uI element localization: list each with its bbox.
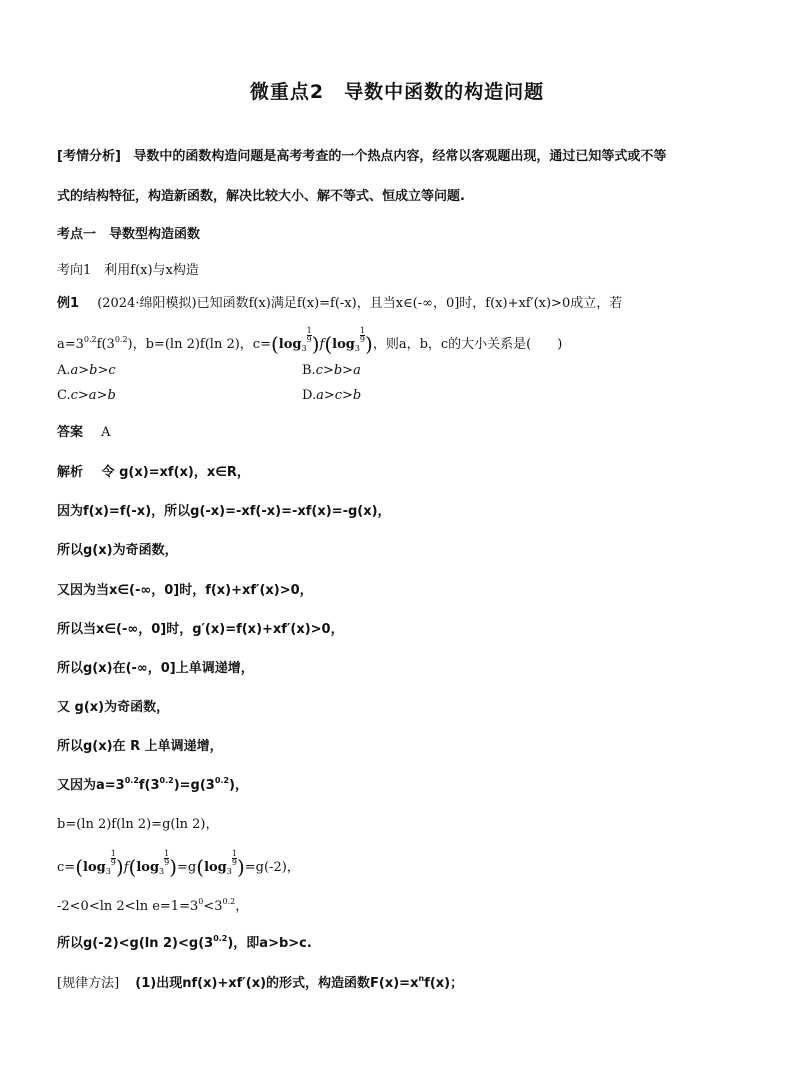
- log-base: 3: [159, 867, 165, 876]
- option-text: a>c>b: [316, 388, 362, 403]
- log-text: log: [83, 860, 106, 875]
- paren: (: [324, 332, 333, 356]
- frac-num: 1: [359, 326, 366, 335]
- answer-label: 答案: [57, 425, 84, 440]
- paren: (: [196, 855, 205, 879]
- paren: ): [169, 855, 178, 879]
- method-line: [57, 972, 463, 991]
- option-text: a>b>c: [70, 363, 116, 378]
- solution-line-6: 所以g(x)在(-∞，0]上单调递增，: [57, 661, 254, 676]
- example-line-2: [57, 327, 562, 356]
- paren: ): [311, 332, 320, 356]
- paren: ): [236, 855, 245, 879]
- expr: c=: [57, 860, 76, 875]
- example-source: (2024·绵阳模拟): [97, 296, 197, 311]
- option-label: C.: [57, 388, 71, 403]
- exp: 0.2: [222, 897, 236, 906]
- answer-line: [57, 421, 111, 440]
- page-title: 微重点2 导数中函数的构造问题: [249, 81, 545, 103]
- exp: 0: [198, 897, 204, 906]
- solution-line-4: 又因为当x∈(-∞，0]时，f(x)+xf′(x)>0，: [57, 583, 313, 598]
- exp: 0.2: [114, 335, 128, 344]
- solution-line-8: 所以g(x)在 R 上单调递增，: [57, 739, 223, 754]
- log-base: 3: [301, 344, 307, 353]
- expr: f(3: [138, 778, 160, 793]
- example-stem-1: 已知函数f(x)满足f(x)=f(-x)，且当x∈(-∞，0]时，f(x)+xf′(x)>0成立，若: [196, 296, 623, 311]
- method-text-end: f(x)；: [424, 976, 464, 991]
- expr-tail: ，则a，b，c的大小关系是( ): [372, 337, 563, 352]
- paren: (: [75, 855, 83, 879]
- frac-den: 9: [359, 335, 366, 344]
- exp: 0.2: [214, 776, 230, 785]
- expr: <3: [203, 899, 223, 914]
- method-tag: [规律方法]: [57, 976, 120, 991]
- paren: (: [270, 332, 279, 356]
- solution-line-3: 所以g(x)为奇函数，: [57, 543, 178, 558]
- log-base: 3: [226, 867, 232, 876]
- option-text: c>b>a: [315, 363, 361, 378]
- intro-tag: [考情分析]: [57, 149, 121, 164]
- frac-num: 1: [231, 849, 237, 858]
- expr: -2<0<ln 2<ln e=1=3: [57, 899, 199, 914]
- option-label: B.: [302, 363, 316, 378]
- option-d: [302, 388, 361, 403]
- log-text: log: [278, 337, 302, 352]
- expr: )，即a>b>c.: [227, 936, 312, 951]
- expr-a: a=3: [57, 337, 84, 352]
- paren: ): [365, 332, 373, 356]
- option-c: [57, 388, 116, 403]
- intro-line-2: 式的结构特征，构造新函数，解决比较大小、解不等式、恒成立等问题.: [57, 189, 465, 204]
- option-label: A.: [57, 363, 71, 378]
- log-base: 3: [105, 867, 111, 876]
- exp: 0.2: [213, 934, 228, 943]
- log-text: log: [136, 860, 160, 875]
- paren: (: [128, 855, 137, 879]
- log-text: log: [204, 860, 227, 875]
- solution-label: 解析: [57, 465, 84, 480]
- log-text: log: [332, 337, 355, 352]
- exp: 0.2: [124, 776, 139, 785]
- option-text: c>a>b: [70, 388, 116, 403]
- example-label: 例1: [57, 296, 80, 311]
- solution-line-11: [57, 850, 300, 879]
- option-label: D.: [302, 388, 317, 403]
- expr: =g: [177, 860, 197, 875]
- frac-den: 9: [110, 858, 116, 867]
- f-letter: f: [123, 860, 129, 875]
- comma: ，: [235, 899, 249, 914]
- expr: =g(-2)，: [244, 860, 300, 875]
- expr: 又因为a=3: [57, 778, 125, 793]
- method-text: (1)出现nf(x)+xf′(x)的形式，构造函数F(x)=x: [135, 976, 419, 991]
- frac-num: 1: [164, 849, 170, 858]
- solution-line-1: [57, 461, 250, 480]
- answer-value: A: [101, 425, 111, 440]
- exp: 0.2: [83, 335, 97, 344]
- solution-text: 令 g(x)=xf(x)，x∈R，: [101, 465, 250, 480]
- frac-den: 9: [164, 858, 170, 867]
- expr-af: f(3: [96, 337, 115, 352]
- intro-text-1: 导数中的函数构造问题是高考考查的一个热点内容，经常以客观题出现，通过已知等式或不等: [133, 149, 667, 164]
- solution-line-13: [57, 932, 312, 951]
- example-line-1: [57, 292, 622, 311]
- expr-b: )，b=(ln 2)f(ln 2)，c=: [127, 337, 271, 352]
- solution-line-10: b=(ln 2)f(ln 2)=g(ln 2)，: [57, 817, 219, 832]
- solution-line-7: 又 g(x)为奇函数，: [57, 700, 170, 715]
- paren: ): [115, 855, 124, 879]
- frac-den: 9: [231, 858, 237, 867]
- solution-line-5: 所以当x∈(-∞，0]时，g′(x)=f(x)+xf′(x)>0，: [57, 622, 344, 637]
- solution-line-2: 因为f(x)=f(-x)，所以g(-x)=-xf(-x)=-xf(x)=-g(x)，: [57, 504, 391, 519]
- exp: n: [418, 974, 425, 983]
- subsection-heading: 考向1 利用f(x)与x构造: [57, 263, 199, 278]
- frac-den: 9: [306, 335, 312, 344]
- exp: 0.2: [159, 776, 174, 785]
- expr: )=g(3: [173, 778, 215, 793]
- f-letter: f: [319, 337, 325, 352]
- expr: )，: [229, 778, 248, 793]
- solution-line-9: [57, 774, 248, 793]
- option-b: [302, 363, 361, 378]
- option-a: [57, 363, 116, 378]
- log-base: 3: [354, 344, 360, 353]
- intro-line-1: [57, 145, 666, 164]
- frac-num: 1: [110, 849, 116, 858]
- section-heading: 考点一 导数型构造函数: [57, 227, 201, 242]
- frac-num: 1: [306, 326, 312, 335]
- solution-line-12: [57, 895, 248, 914]
- expr: 所以g(-2)<g(ln 2)<g(3: [57, 936, 214, 951]
